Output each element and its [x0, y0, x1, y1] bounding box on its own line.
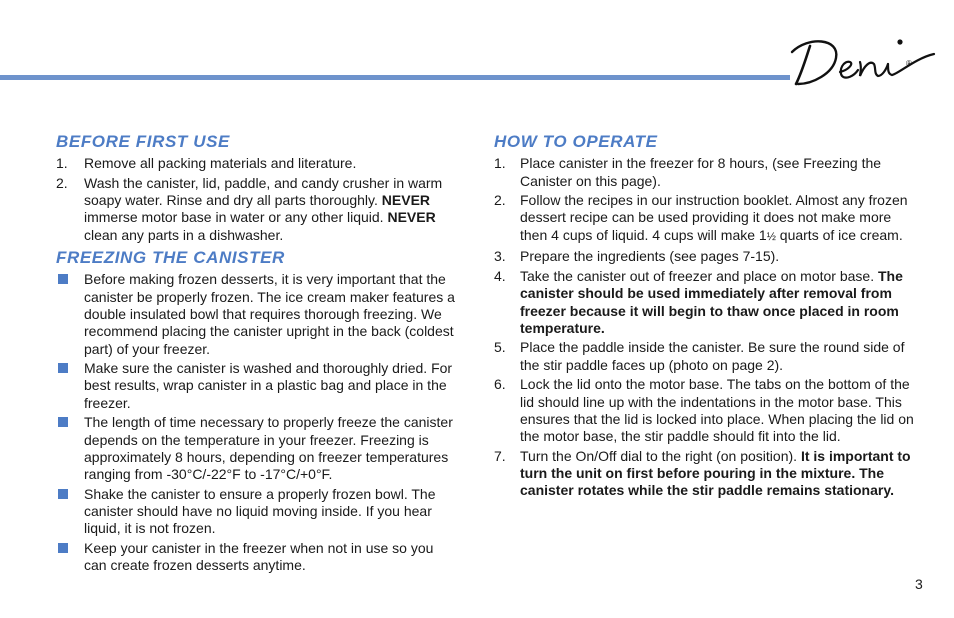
square-bullet-icon: [58, 489, 68, 499]
heading-how-to-operate: HOW TO OPERATE: [494, 132, 658, 151]
item-text: clean any parts in a dishwasher.: [84, 226, 284, 243]
heading-freezing-canister: FREEZING THE CANISTER: [56, 248, 285, 268]
item-text: Place the paddle inside the canister. Be sure the round side of the stir paddle faces up (photo on page 2).: [520, 339, 905, 373]
item-number: 1.: [56, 155, 68, 172]
bullet-item: [56, 540, 456, 575]
bullet-text: Make sure the canister is washed and thoroughly dried. For best results, wrap canister in a plastic bag and place in the freezer.: [84, 360, 453, 411]
list-item: [494, 376, 914, 445]
list-item: [494, 248, 914, 265]
item-text: Prepare the ingredients (see pages 7-15).: [520, 248, 780, 265]
item-text: Lock the lid onto the motor base. The tabs on the bottom of the lid should line up with the indentations in the motor base. This ensures that the lid is locked into place. When placing the lid on the motor base, the stir paddle should fit into the lid.: [520, 376, 914, 445]
bullet-item: [56, 414, 456, 483]
left-column: [56, 131, 456, 575]
item-text: quarts of ice cream.: [775, 226, 903, 243]
item-number: 1.: [494, 155, 506, 172]
item-text: Take the canister out of freezer and place on motor base.: [520, 267, 878, 284]
item-text: Place canister in the freezer for 8 hours, (see Freezing the Canister on this page).: [520, 155, 882, 189]
item-number: 2.: [56, 174, 68, 191]
header-rule: [0, 75, 790, 80]
fraction: ½: [766, 230, 776, 243]
how-to-operate-list: [494, 155, 914, 499]
square-bullet-icon: [58, 363, 68, 373]
bullet-item: [56, 486, 456, 538]
item-text: Remove all packing materials and literature.: [84, 155, 357, 172]
item-text: Turn the On/Off dial to the right (on position).: [520, 447, 801, 464]
freezing-bullet-list: [56, 271, 456, 574]
square-bullet-icon: [58, 274, 68, 284]
list-item: [494, 339, 914, 374]
list-item: [494, 192, 914, 246]
bullet-text: Keep your canister in the freezer when not in use so you can create frozen desserts anytime.: [84, 540, 434, 574]
bullet-text: The length of time necessary to properly freeze the canister depends on the temperature in your freezer. Freezing is approximately 8 hours, depending on freezer temperatures ranging from -30°C/-22°F to -17°C/+0°F.: [84, 414, 453, 483]
bullet-item: [56, 360, 456, 412]
item-number: 2.: [494, 192, 506, 209]
registered-mark: ®: [906, 59, 912, 68]
warning-never: NEVER: [381, 192, 431, 209]
heading-before-first-use: BEFORE FIRST USE: [56, 132, 230, 151]
right-column: [494, 131, 914, 500]
item-text: Follow the recipes in our instruction booklet. Almost any frozen dessert recipe can be used providing it does not make more then 4 cups of liquid. 4 cups will make 1: [520, 192, 908, 243]
list-item: [494, 155, 914, 190]
item-number: 5.: [494, 339, 506, 356]
item-number: 3.: [494, 248, 506, 265]
deni-logo: [788, 28, 938, 94]
item-number: 4.: [494, 267, 506, 284]
list-item: [56, 175, 456, 244]
item-text: immerse motor base in water or any other liquid.: [84, 209, 388, 226]
page-number: 3: [915, 576, 923, 592]
item-number: 7.: [494, 447, 506, 464]
bullet-text: Shake the canister to ensure a properly frozen bowl. The canister should have no liquid moving inside. If you hear liquid, it is not frozen.: [84, 485, 436, 537]
bullet-text: Before making frozen desserts, it is very important that the canister be properly frozen. The ice cream maker features a double insulated bowl that requires thorough freezing. We recommend placing the canister upright in the back (coldest part) of your freezer.: [84, 271, 455, 357]
square-bullet-icon: [58, 543, 68, 553]
list-item: [56, 155, 456, 172]
bullet-item: [56, 271, 456, 357]
warning-never: NEVER: [387, 209, 436, 226]
square-bullet-icon: [58, 417, 68, 427]
item-text: Wash the canister, lid, paddle, and candy crusher in warm soapy water. Rinse and dry all parts thoroughly.: [84, 174, 443, 209]
item-number: 6.: [494, 376, 506, 393]
list-item: [494, 448, 914, 500]
item-bold-text: The canister should be used immediately after removal from freezer because it will begin to thaw once placed in room temperature.: [520, 267, 903, 336]
list-item: [494, 268, 914, 337]
before-first-use-list: [56, 155, 456, 244]
item-bold-text: It is important to turn the unit on first before pouring in the mixture. The canister rotates while the stir paddle remains stationary.: [520, 447, 911, 499]
